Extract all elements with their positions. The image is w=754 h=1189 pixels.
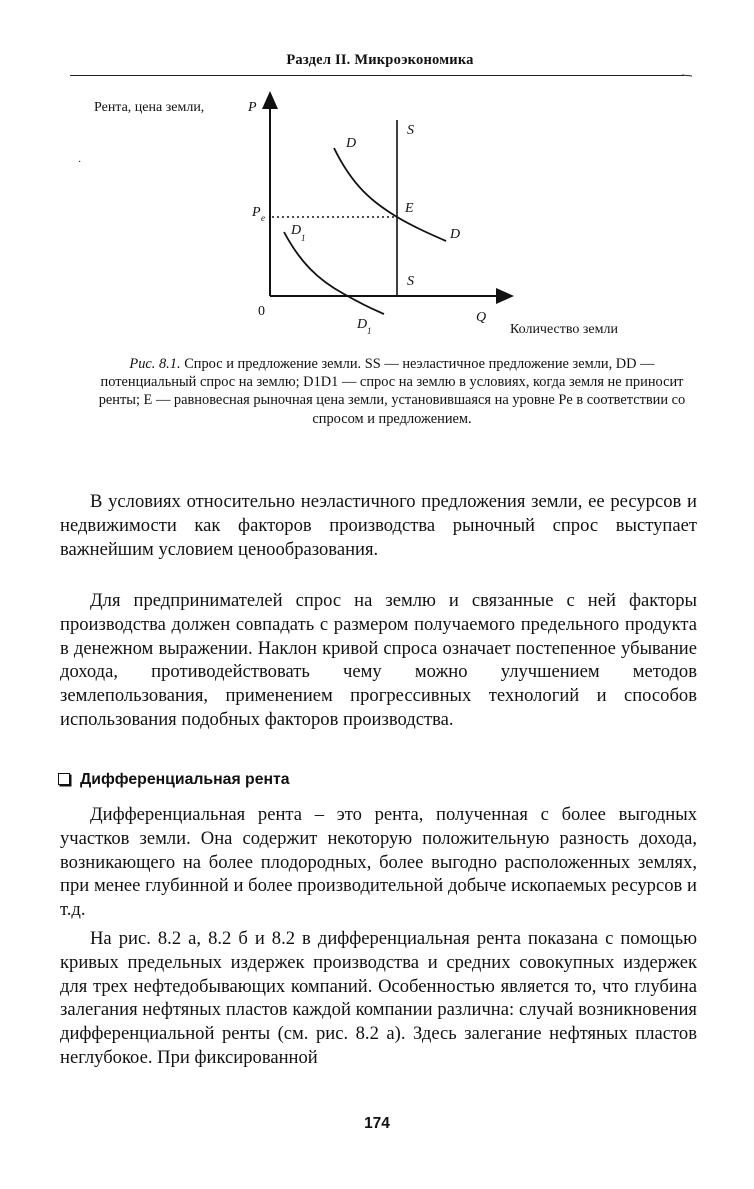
paragraph-2: [60, 589, 697, 732]
x-axis-label: Количество земли: [510, 322, 618, 337]
caption-text: Спрос и предложение земли. SS — неэластичное предложение земли, DD — потенциальный спрос на землю; D1D1 — спрос на землю в условиях, когда земля не приносит ренты; E — равновесная рыночная цена земли, установившаяся на уровне Pe в соответствии со спросом и предложением.: [98, 356, 686, 427]
d1-label-top: D: [291, 223, 302, 238]
running-head: Раздел II. Микроэкономика: [286, 52, 474, 68]
demand-curve-d1d1: [284, 232, 384, 314]
paragraph-1: [60, 490, 697, 561]
supply-demand-figure: [0, 0, 754, 350]
pe-subscript: e: [261, 213, 265, 223]
paragraph-4: [60, 927, 697, 1070]
y-axis-symbol: P: [248, 100, 257, 115]
x-axis-symbol: Q: [476, 310, 487, 325]
caption-number: Рис. 8.1.: [129, 356, 181, 372]
supply-label-top: S: [407, 123, 414, 138]
checkbox-square-icon: [58, 773, 70, 785]
y-axis-label: Рента, цена земли,: [94, 100, 205, 115]
figure-caption: [92, 355, 692, 428]
d1-label-bottom-sub: 1: [367, 326, 372, 336]
page-number: 174: [364, 1115, 390, 1132]
supply-label-bottom: S: [407, 274, 414, 289]
paragraph-2-text: Для предпринимателей спрос на землю и связанные с ней факторы производства должен совпадать с размером получаемого предельного продукта в денежном выражении. Наклон кривой спроса означает постепенное убывание дохода, противодействовать чему можно улучшением методов землепользования, применением прогрессивных технологий и способов использования подобных факторов производства.: [60, 590, 697, 730]
pe-label: P: [252, 205, 261, 220]
stray-dot-mark: ·: [78, 157, 82, 168]
demand-label-right: D: [450, 227, 461, 242]
demand-curve-dd: [334, 148, 446, 241]
d1-label-bottom: D: [357, 317, 368, 332]
paragraph-4-text: На рис. 8.2 а, 8.2 б и 8.2 в дифференциальная рента показана с помощью кривых предельных издержек производства и средних совокупных издержек для трех нефтедобывающих компаний. Особенностью является то, что глубина залегания нефтяных пластов каждой компании различна: случай возникновения дифференциальной ренты (см. рис. 8.2 а). Здесь залегание нефтяных пластов неглубокое. При фиксированной: [60, 928, 697, 1068]
origin-label: 0: [258, 304, 265, 319]
d1-label-top-sub: 1: [301, 233, 306, 243]
paragraph-3-text: Дифференциальная рента – это рента, полученная с более выгодных участков земли. Она содержит некоторую положительную разность дохода, возникающего на более плодородных, более выгодно расположенных землях, при менее глубинной и более производительной добыче ископаемых ресурсов и т.д.: [60, 804, 697, 921]
equilibrium-label: E: [405, 201, 414, 216]
section-title: Дифференциальная рента: [80, 771, 290, 788]
paragraph-1-text: В условиях относительно неэластичного предложения земли, ее ресурсов и недвижимости как факторов производства рыночный спрос выступает важнейшим условием ценообразования.: [60, 491, 697, 560]
demand-label-top: D: [346, 136, 357, 151]
section-heading: [58, 771, 698, 789]
paragraph-3: [60, 803, 697, 922]
